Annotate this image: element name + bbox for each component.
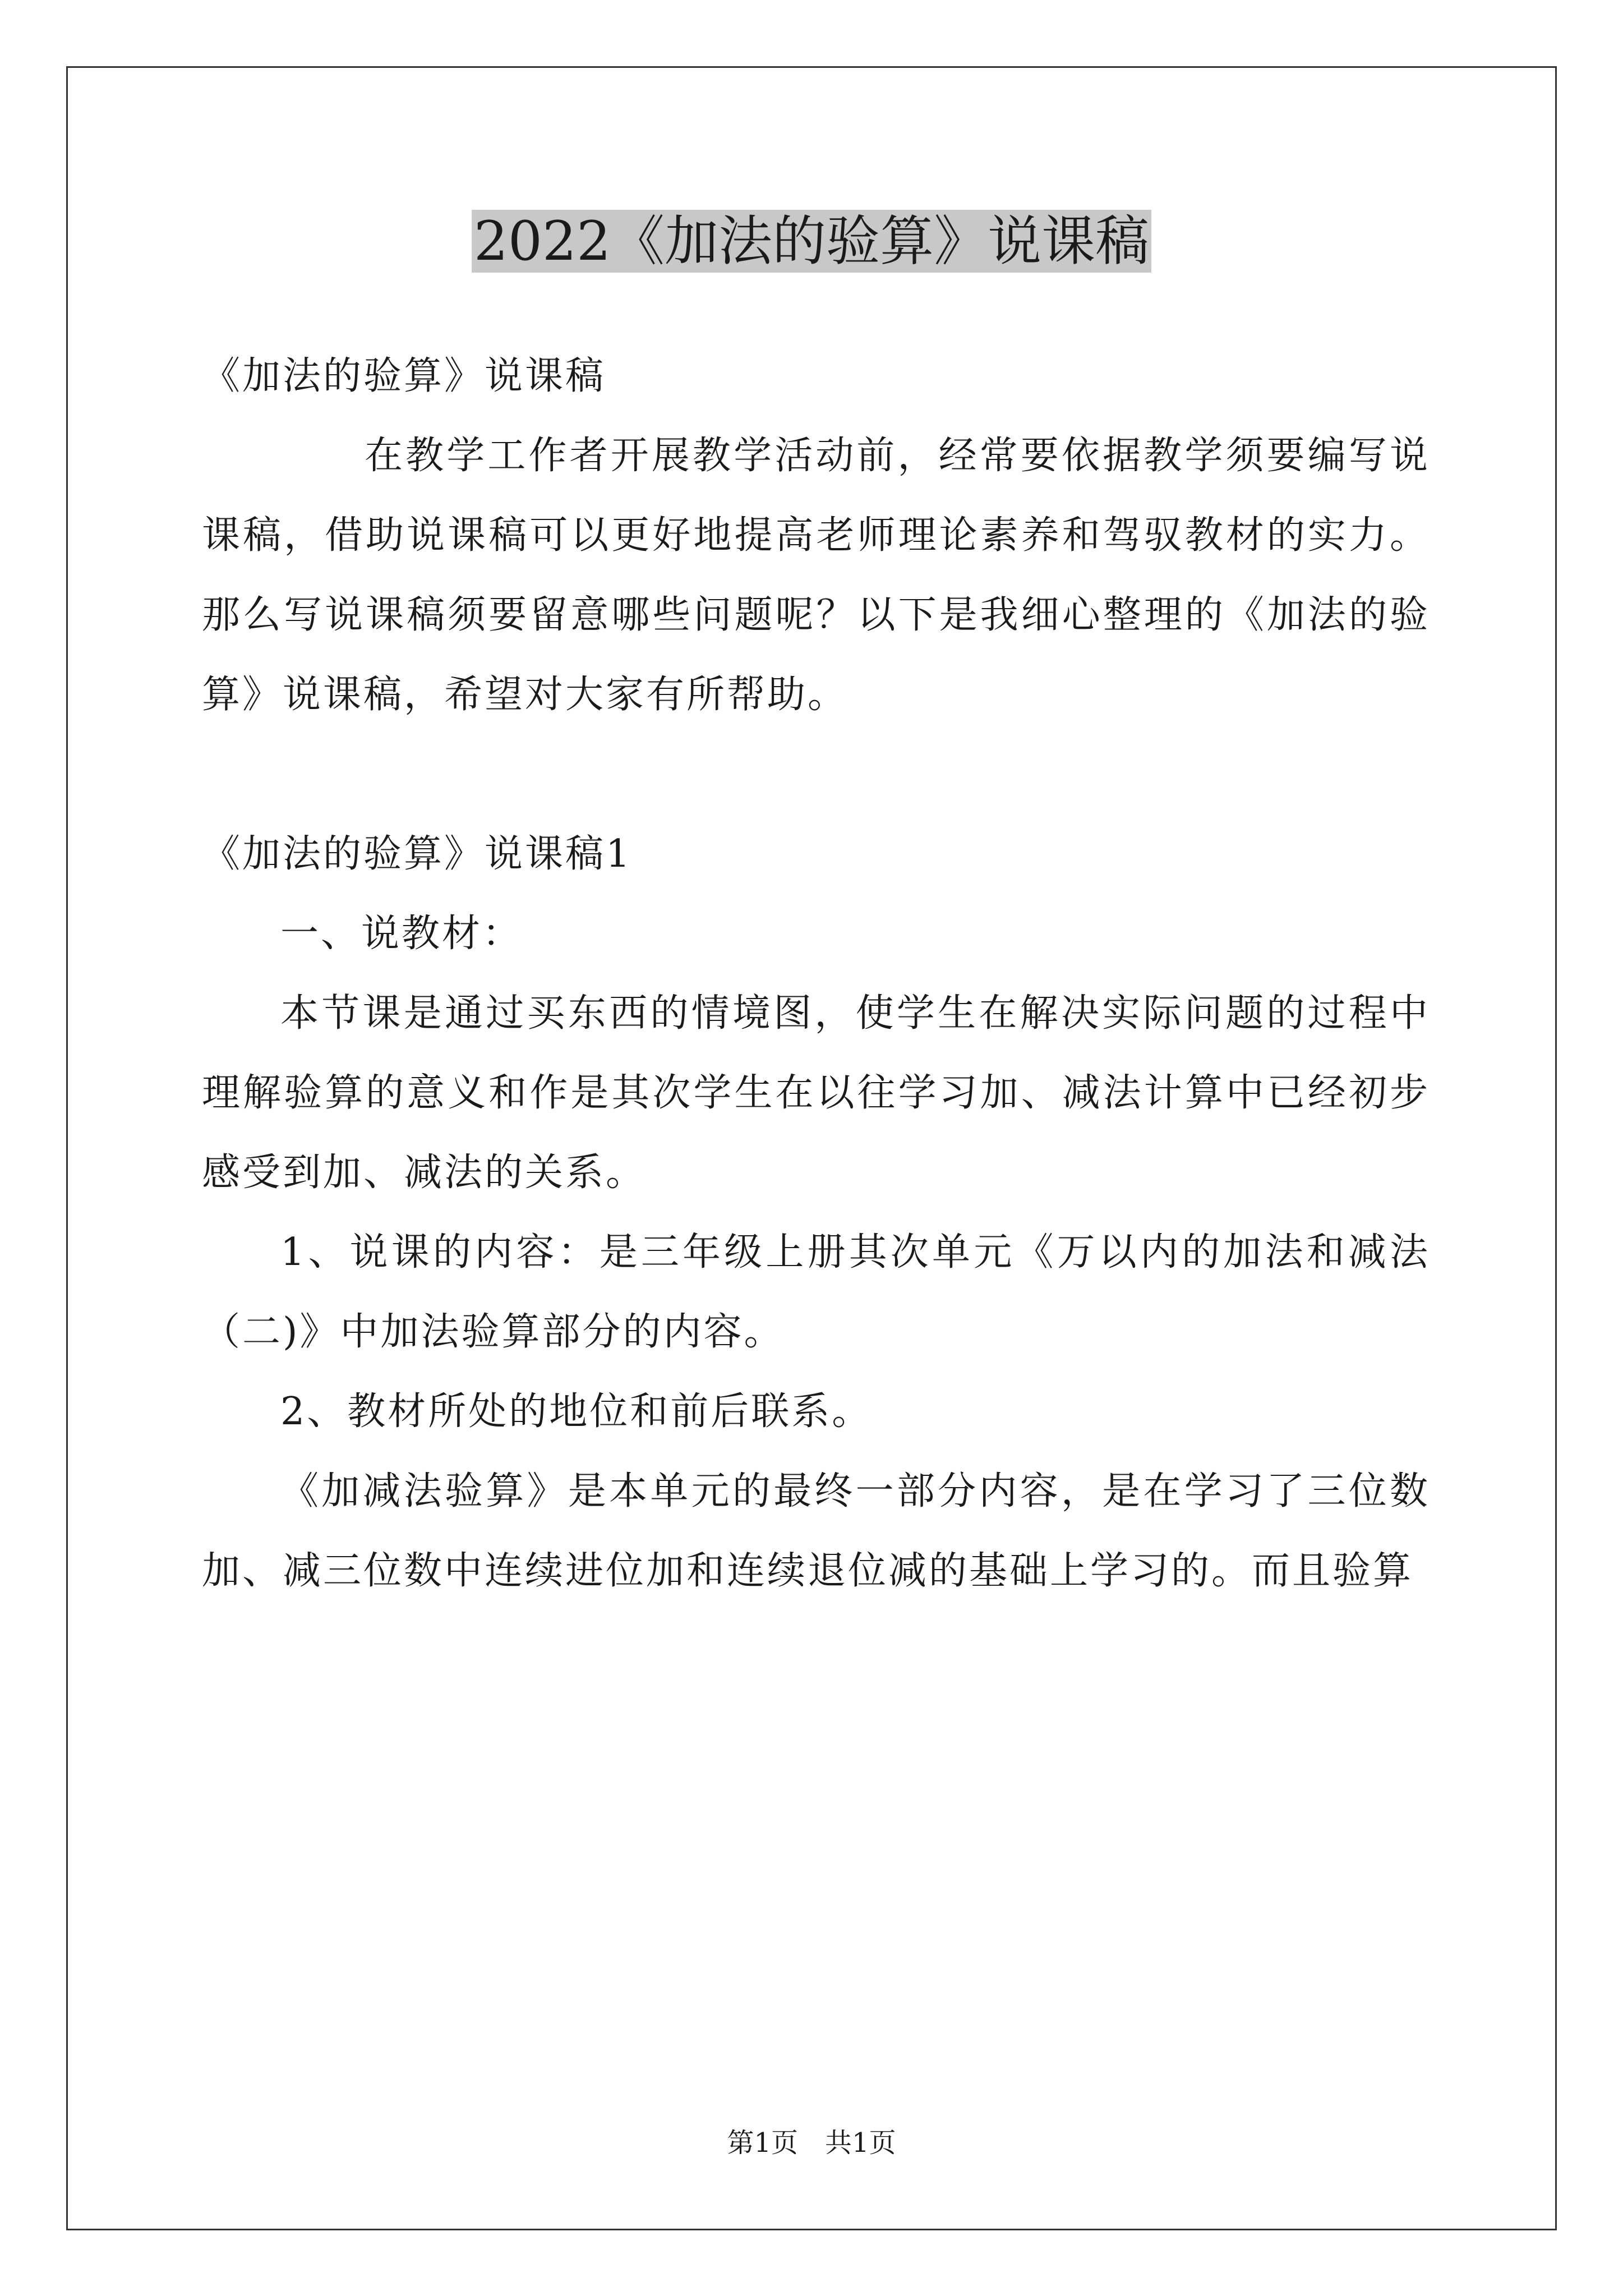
page-footer: 第1页 共1页 [727, 2127, 896, 2159]
spacer [202, 735, 1430, 815]
subsection-heading: 一、说教材： [280, 912, 523, 956]
intro-paragraph: 在教学工作者开展教学活动前，经常要依据教学须要编写说课稿，借助说课稿可以更好地提高老师理论素养和驾驭教材的实力。那么写说课稿须要留意哪些问题呢？以下是我细心整理的《加法的验算》说课稿，希望对大家有所帮助。 [202, 434, 1430, 717]
body-paragraph: 1、说课的内容：是三年级上册其次单元《万以内的加法和减法（二)》中加法验算部分的内容。 [202, 1230, 1430, 1354]
section-heading: 《加法的验算》说课稿1 [202, 832, 633, 876]
body-paragraph: 《加减法验算》是本单元的最终一部分内容，是在学习了三位数加、减三位数中连续进位加和连续退位减的基础上学习的。而且验算 [202, 1469, 1430, 1593]
body-paragraph: 2、教材所处的地位和前后联系。 [280, 1389, 873, 1434]
document-title-text: 2022《加法的验算》说课稿 [472, 210, 1151, 273]
document-body [202, 337, 1430, 1611]
section-heading: 《加法的验算》说课稿 [202, 354, 606, 398]
body-paragraph: 本节课是通过买东西的情境图，使学生在解决实际问题的过程中理解验算的意义和作是其次学生在以往学习加、减法计算中已经初步感受到加、减法的关系。 [202, 991, 1430, 1195]
document-title [0, 202, 1623, 280]
